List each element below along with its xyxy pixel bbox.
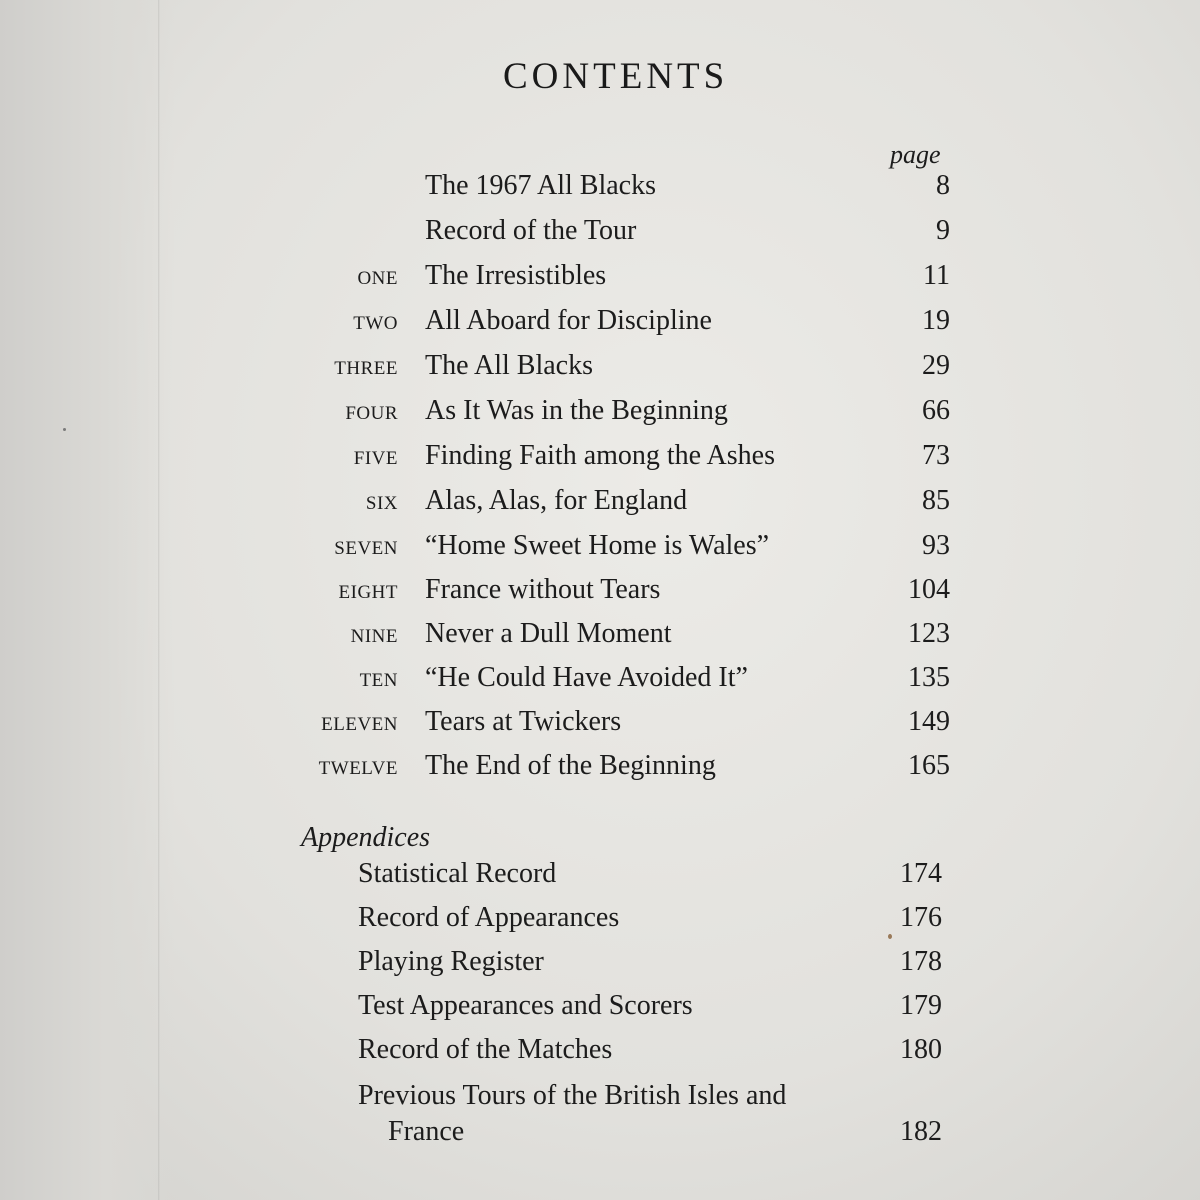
chapter-number: ELEVEN xyxy=(321,714,398,735)
page-column-heading: page xyxy=(890,140,941,169)
dust-speck xyxy=(888,934,892,939)
chapter-title: The All Blacks xyxy=(425,350,593,381)
chapter-page: 135 xyxy=(908,662,950,693)
appendices-heading: Appendices xyxy=(301,822,431,853)
appendix-title: Previous Tours of the British Isles and xyxy=(358,1080,787,1111)
appendix-title: Record of Appearances xyxy=(358,902,620,933)
chapter-page: 9 xyxy=(936,215,950,246)
chapter-number: TWO xyxy=(353,313,398,334)
chapter-title: The 1967 All Blacks xyxy=(425,170,656,201)
chapter-number: THREE xyxy=(334,358,398,379)
appendix-page: 182 xyxy=(900,1116,942,1147)
appendix-title: Test Appearances and Scorers xyxy=(358,990,693,1021)
appendix-title: Playing Register xyxy=(358,946,544,977)
chapter-number: SEVEN xyxy=(334,538,398,559)
toc-entry xyxy=(0,662,950,702)
toc-entry xyxy=(0,215,950,255)
toc-entry xyxy=(0,530,950,570)
chapter-page: 165 xyxy=(908,750,950,781)
toc-entry xyxy=(0,706,950,746)
chapter-page: 29 xyxy=(922,350,950,381)
chapter-number: FOUR xyxy=(345,403,398,424)
chapter-page: 19 xyxy=(922,305,950,336)
toc-entry xyxy=(0,170,950,210)
chapter-title: All Aboard for Discipline xyxy=(425,305,712,336)
chapter-title: Tears at Twickers xyxy=(425,706,622,737)
toc-entry xyxy=(0,395,950,435)
toc-entry xyxy=(0,305,950,345)
chapter-title: As It Was in the Beginning xyxy=(425,395,728,426)
chapter-number: NINE xyxy=(350,626,398,647)
chapter-number: EIGHT xyxy=(338,582,398,603)
chapter-title: Never a Dull Moment xyxy=(425,618,672,649)
chapter-title: The Irresistibles xyxy=(425,260,607,291)
chapter-number: SIX xyxy=(365,493,398,514)
chapter-page: 104 xyxy=(908,574,950,605)
chapter-title: The End of the Beginning xyxy=(425,750,716,781)
appendix-page: 176 xyxy=(900,902,942,933)
appendix-title: Record of the Matches xyxy=(358,1034,613,1065)
chapter-page: 73 xyxy=(922,440,950,471)
chapter-number: TWELVE xyxy=(318,758,398,779)
chapter-title: France without Tears xyxy=(425,574,661,605)
appendix-page: 178 xyxy=(900,946,942,977)
chapter-page: 93 xyxy=(922,530,950,561)
contents-title: CONTENTS xyxy=(503,56,729,97)
appendix-page: 174 xyxy=(900,858,942,889)
toc-entry xyxy=(0,350,950,390)
appendix-page: 179 xyxy=(900,990,942,1021)
chapter-page: 11 xyxy=(923,260,950,291)
chapter-number: TEN xyxy=(359,670,398,691)
appendix-title-continued: France xyxy=(388,1116,465,1147)
chapter-title: Alas, Alas, for England xyxy=(425,485,688,516)
toc-entry xyxy=(0,485,950,525)
chapter-title: “He Could Have Avoided It” xyxy=(425,662,748,693)
chapter-number: ONE xyxy=(357,268,398,289)
toc-entry xyxy=(0,750,950,790)
toc-entry xyxy=(0,260,950,300)
chapter-page: 66 xyxy=(922,395,950,426)
toc-entry xyxy=(0,618,950,658)
toc-entry xyxy=(0,574,950,614)
chapter-title: “Home Sweet Home is Wales” xyxy=(425,530,770,561)
chapter-title: Record of the Tour xyxy=(425,215,637,246)
appendix-title: Statistical Record xyxy=(358,858,557,889)
chapter-page: 8 xyxy=(936,170,950,201)
chapter-number: FIVE xyxy=(353,448,398,469)
chapter-page: 149 xyxy=(908,706,950,737)
chapter-page: 123 xyxy=(908,618,950,649)
toc-entry xyxy=(0,440,950,480)
chapter-title: Finding Faith among the Ashes xyxy=(425,440,775,471)
chapter-page: 85 xyxy=(922,485,950,516)
appendix-page: 180 xyxy=(900,1034,942,1065)
